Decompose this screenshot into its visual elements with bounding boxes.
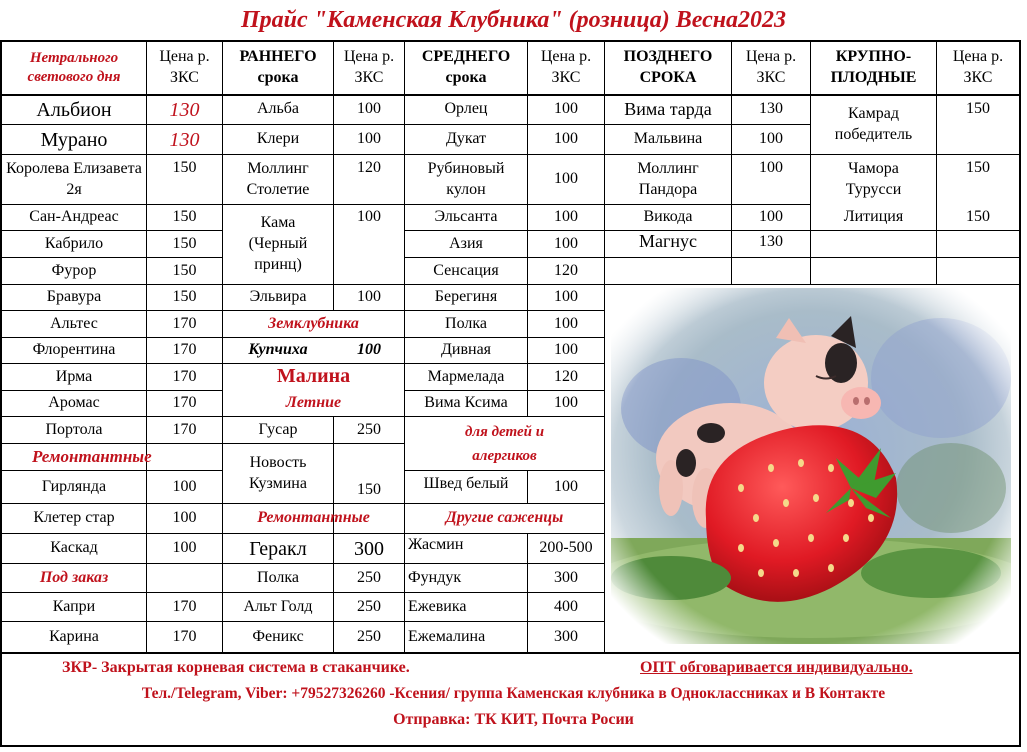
variety-price: 150 — [172, 234, 197, 252]
variety-price: 170 — [172, 367, 197, 385]
variety-name: Альт Голд — [243, 597, 313, 615]
table-right-border — [1019, 40, 1021, 745]
variety-price: 100 — [357, 130, 381, 148]
variety-name: Берегиня — [434, 288, 498, 306]
grid-line — [604, 257, 1021, 258]
variety-price: 150 — [357, 481, 381, 499]
variety-name: Ежемалина — [408, 627, 486, 645]
variety-name: Кабрило — [44, 234, 104, 252]
header-price: Цена р. ЗКС — [343, 48, 395, 86]
section-summer: Летние — [285, 393, 342, 411]
header-large-fruited: КРУПНО-ПЛОДНЫЕ — [830, 48, 917, 86]
variety-name: Флорентина — [32, 341, 116, 359]
variety-name: Альбион — [36, 98, 112, 121]
footer-shipping: Отправка: ТК КИТ, Почта Росии — [393, 711, 634, 728]
variety-price: 100 — [554, 208, 578, 226]
variety-price: 100 — [759, 130, 783, 148]
variety-name: Мармелада — [427, 367, 505, 385]
variety-price: 100 — [554, 477, 578, 495]
section-raspberry-remontant: Ремонтантные — [257, 509, 370, 527]
section-other-seedlings: Другие саженцы — [445, 509, 564, 527]
variety-name: Вима тарда — [624, 98, 712, 119]
variety-price: 100 — [357, 341, 381, 359]
variety-price: 130 — [759, 100, 783, 118]
variety-name: Альтес — [50, 314, 98, 332]
variety-price: 250 — [357, 597, 381, 615]
variety-name: Сан-Андреас — [29, 208, 119, 226]
table-bottom-border — [0, 652, 1021, 654]
variety-price: 130 — [759, 232, 783, 250]
variety-name: Фундук — [408, 568, 462, 586]
variety-name: Вима Ксима — [424, 394, 508, 412]
variety-name: Моллинг Столетие — [246, 159, 310, 198]
variety-name: Бравура — [46, 288, 102, 306]
variety-price: 100 — [554, 394, 578, 412]
variety-name: Орлец — [444, 100, 488, 118]
variety-price: 100 — [759, 158, 783, 176]
variety-price: 300 — [354, 537, 384, 560]
variety-name: Гирлянда — [41, 477, 107, 495]
variety-name: Портола — [45, 420, 103, 438]
variety-price: 100 — [357, 208, 381, 226]
variety-name: Эльсанта — [434, 208, 498, 226]
variety-name: Полка — [257, 568, 299, 586]
variety-price: 100 — [554, 170, 578, 188]
footer-zkr-note: ЗКР- Закрытая корневая система в стаканчике. — [62, 659, 410, 676]
variety-price: 150 — [172, 158, 197, 176]
variety-price: 170 — [172, 420, 197, 438]
variety-price: 150 — [172, 261, 197, 279]
header-middle: СРЕДНЕГО срока — [421, 48, 511, 86]
variety-price: 100 — [554, 288, 578, 306]
variety-price: 130 — [169, 128, 200, 151]
variety-price: 100 — [172, 477, 197, 495]
variety-price: 300 — [554, 627, 578, 645]
variety-name: Швед белый — [423, 474, 509, 492]
variety-price: 100 — [357, 100, 381, 118]
variety-price: 250 — [357, 420, 381, 438]
variety-name: Фурор — [51, 261, 97, 279]
header-price: Цена р. ЗКС — [952, 48, 1004, 86]
header-price: Цена р. ЗКС — [540, 48, 592, 86]
variety-price: 130 — [169, 98, 200, 121]
variety-name: Гусар — [258, 420, 298, 438]
variety-price: 170 — [172, 341, 197, 359]
variety-price: 300 — [554, 568, 578, 586]
grid-line — [604, 284, 1021, 285]
variety-price: 170 — [172, 627, 197, 645]
variety-price: 100 — [554, 130, 578, 148]
variety-name: Викода — [643, 208, 693, 226]
variety-price: 150 — [966, 99, 990, 117]
variety-price: 150 — [172, 288, 197, 306]
variety-name: Клери — [256, 130, 300, 148]
footer-wholesale-note: ОПТ обговаривается индивидуально. — [640, 659, 913, 676]
variety-price: 100 — [554, 100, 578, 118]
variety-name: Ежевика — [408, 597, 467, 615]
piglet-strawberry-photo — [611, 288, 1011, 644]
header-early: РАННЕГО срока — [239, 48, 317, 86]
variety-price: 150 — [172, 208, 197, 226]
variety-name: Эльвира — [249, 288, 307, 306]
header-price: Цена р. ЗКС — [745, 48, 797, 86]
header-price: Цена р. ЗКС — [159, 48, 210, 86]
variety-price: 170 — [172, 394, 197, 412]
footer-contacts: Тел./Telegram, Viber: +79527326260 -Ксения/ группа Каменская клубника в Одноклассниках и В Контакте — [141, 685, 886, 702]
variety-name: Карина — [49, 627, 99, 645]
variety-name: Новость Кузмина — [249, 453, 307, 492]
variety-price: 100 — [554, 341, 578, 359]
variety-name: Дукат — [445, 130, 487, 148]
variety-name: Кама (Черный принц) — [248, 214, 308, 273]
variety-name: Королева Елизавета 2я — [6, 159, 142, 198]
variety-name: Мурано — [40, 128, 108, 151]
variety-name: Магнус — [639, 231, 697, 252]
variety-price: 150 — [966, 208, 990, 226]
header-neutral-day: Нетрального светового дня — [27, 49, 121, 85]
section-kids-allergy: для детей и алергиков — [464, 423, 545, 464]
variety-price: 170 — [172, 597, 197, 615]
variety-name: Ирма — [55, 367, 93, 385]
variety-name: Азия — [449, 234, 483, 252]
variety-price: 100 — [172, 539, 197, 557]
variety-price: 120 — [554, 261, 578, 279]
variety-price: 100 — [759, 208, 783, 226]
variety-name: Капри — [52, 597, 96, 615]
variety-price: 170 — [172, 314, 197, 332]
header-late: ПОЗДНЕГО СРОКА — [623, 48, 713, 86]
variety-name: Литиция — [843, 208, 904, 226]
variety-price: 100 — [554, 314, 578, 332]
variety-price: 400 — [554, 597, 578, 615]
variety-name: Каскад — [50, 539, 98, 557]
variety-price: 100 — [172, 509, 197, 527]
variety-price: 150 — [966, 158, 990, 176]
section-remontant: Ремонтантные — [32, 446, 152, 466]
page-title: Прайс "Каменская Клубника" (розница) Весна2023 — [240, 7, 787, 33]
variety-price: 120 — [357, 158, 381, 176]
variety-price: 200-500 — [539, 539, 593, 557]
variety-name: Купчиха — [248, 341, 308, 359]
variety-price: 250 — [357, 568, 381, 586]
variety-name: Рубиновый кулон — [427, 159, 505, 198]
section-wild-strawberry: Земклубника — [268, 314, 359, 332]
variety-name: Чамора Турусси — [845, 159, 902, 198]
variety-name: Камрад победитель — [834, 104, 913, 143]
variety-name: Мальвина — [633, 130, 703, 148]
variety-name: Жасмин — [408, 535, 464, 553]
variety-name: Аромас — [48, 394, 100, 412]
footer-line-1 — [0, 656, 1027, 680]
variety-name: Моллинг Пандора — [637, 159, 699, 198]
variety-name: Дивная — [440, 341, 492, 359]
section-raspberry: Малина — [276, 365, 351, 387]
variety-price: 120 — [554, 367, 578, 385]
footer-bottom-border — [0, 745, 1021, 747]
variety-name: Клетер стар — [33, 509, 115, 527]
variety-name: Геракл — [249, 537, 307, 560]
variety-price: 250 — [357, 627, 381, 645]
variety-name: Полка — [445, 314, 487, 332]
variety-price: 100 — [357, 288, 381, 306]
section-on-order: Под заказ — [39, 568, 109, 586]
variety-price: 100 — [554, 234, 578, 252]
variety-name: Сенсация — [433, 261, 499, 279]
variety-name: Альба — [256, 100, 300, 118]
variety-name: Феникс — [252, 627, 304, 645]
